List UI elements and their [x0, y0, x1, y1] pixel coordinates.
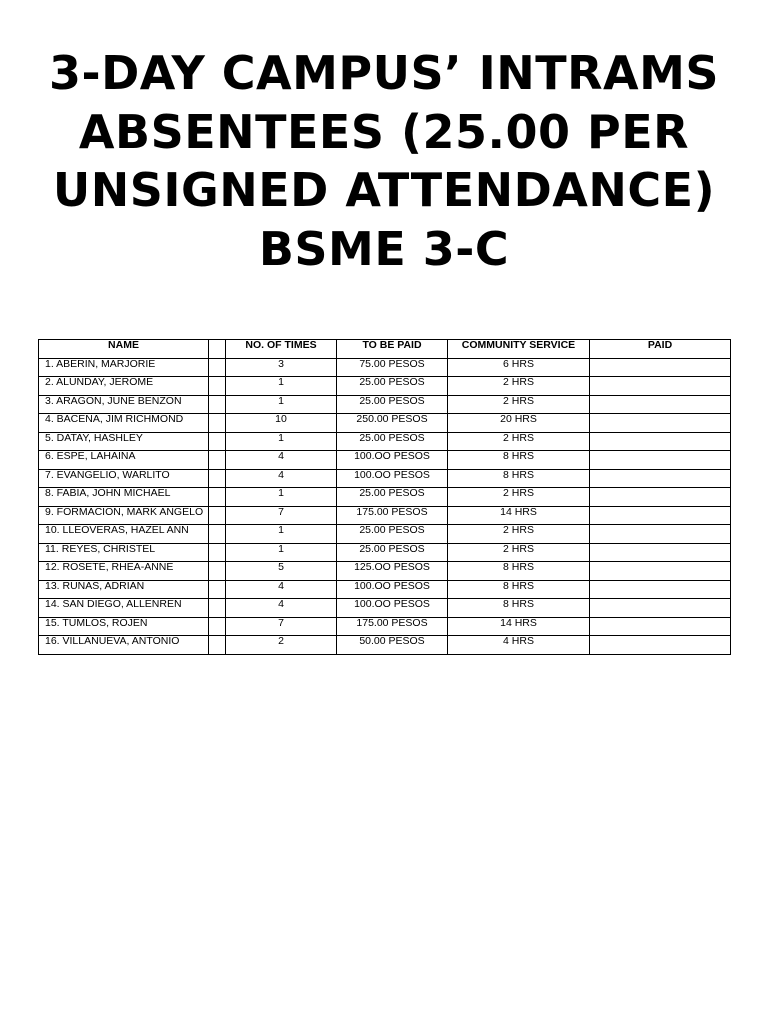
paid-cell [590, 488, 731, 507]
student-name: 8. FABIA, JOHN MICHAEL [39, 488, 209, 507]
community-service-cell: 8 HRS [448, 599, 590, 618]
to-be-paid-cell: 175.00 PESOS [337, 506, 448, 525]
paid-cell [590, 617, 731, 636]
to-be-paid-cell: 25.00 PESOS [337, 377, 448, 396]
student-name: 16. VILLANUEVA, ANTONIO [39, 636, 209, 655]
times-cell: 1 [226, 395, 337, 414]
paid-cell [590, 451, 731, 470]
community-service-cell: 8 HRS [448, 451, 590, 470]
student-name: 15. TUMLOS, ROJEN [39, 617, 209, 636]
to-be-paid-cell: 50.00 PESOS [337, 636, 448, 655]
times-cell: 1 [226, 432, 337, 451]
community-service-cell: 8 HRS [448, 562, 590, 581]
community-service-cell: 2 HRS [448, 543, 590, 562]
to-be-paid-cell: 125.OO PESOS [337, 562, 448, 581]
paid-cell [590, 636, 731, 655]
student-name: 11. REYES, CHRISTEL [39, 543, 209, 562]
paid-cell [590, 543, 731, 562]
title-line-2: ABSENTEES (25.00 PER [78, 104, 690, 159]
paid-cell [590, 506, 731, 525]
title-line-3: UNSIGNED ATTENDANCE) [52, 163, 716, 217]
blank-cell [209, 432, 226, 451]
header-paid: PAID [590, 340, 731, 359]
community-service-cell: 2 HRS [448, 432, 590, 451]
to-be-paid-cell: 25.00 PESOS [337, 395, 448, 414]
title-line-1: 3-DAY CAMPUS’ INTRAMS [48, 46, 720, 100]
blank-cell [209, 469, 226, 488]
blank-cell [209, 617, 226, 636]
student-name: 3. ARAGON, JUNE BENZON [39, 395, 209, 414]
table-row [39, 562, 731, 581]
times-cell: 5 [226, 562, 337, 581]
table-row [39, 395, 731, 414]
times-cell: 7 [226, 617, 337, 636]
to-be-paid-cell: 175.00 PESOS [337, 617, 448, 636]
student-name: 12. ROSETE, RHEA-ANNE [39, 562, 209, 581]
table-row [39, 358, 731, 377]
to-be-paid-cell: 250.00 PESOS [337, 414, 448, 433]
student-name: 5. DATAY, HASHLEY [39, 432, 209, 451]
blank-cell [209, 414, 226, 433]
blank-cell [209, 358, 226, 377]
table-row [39, 377, 731, 396]
student-name: 14. SAN DIEGO, ALLENREN [39, 599, 209, 618]
community-service-cell: 6 HRS [448, 358, 590, 377]
blank-cell [209, 451, 226, 470]
to-be-paid-cell: 25.00 PESOS [337, 488, 448, 507]
table-row [39, 543, 731, 562]
paid-cell [590, 414, 731, 433]
header-to-be-paid: TO BE PAID [337, 340, 448, 359]
student-name: 2. ALUNDAY, JEROME [39, 377, 209, 396]
times-cell: 7 [226, 506, 337, 525]
to-be-paid-cell: 100.OO PESOS [337, 451, 448, 470]
table-row [39, 488, 731, 507]
table-row [39, 414, 731, 433]
blank-cell [209, 599, 226, 618]
community-service-cell: 8 HRS [448, 580, 590, 599]
times-cell: 10 [226, 414, 337, 433]
community-service-cell: 20 HRS [448, 414, 590, 433]
paid-cell [590, 358, 731, 377]
student-name: 4. BACENA, JIM RICHMOND [39, 414, 209, 433]
table-row [39, 617, 731, 636]
table-row [39, 580, 731, 599]
table-row [39, 432, 731, 451]
table-row [39, 636, 731, 655]
header-row [39, 340, 731, 359]
blank-cell [209, 543, 226, 562]
header-times: NO. OF TIMES [226, 340, 337, 359]
blank-cell [209, 525, 226, 544]
to-be-paid-cell: 100.OO PESOS [337, 599, 448, 618]
times-cell: 4 [226, 469, 337, 488]
community-service-cell: 8 HRS [448, 469, 590, 488]
table-row [39, 469, 731, 488]
blank-cell [209, 506, 226, 525]
community-service-cell: 2 HRS [448, 395, 590, 414]
paid-cell [590, 525, 731, 544]
blank-cell [209, 488, 226, 507]
table-row [39, 599, 731, 618]
times-cell: 1 [226, 525, 337, 544]
community-service-cell: 2 HRS [448, 525, 590, 544]
paid-cell [590, 580, 731, 599]
paid-cell [590, 599, 731, 618]
times-cell: 3 [226, 358, 337, 377]
header-community-service: COMMUNITY SERVICE [448, 340, 590, 359]
community-service-cell: 4 HRS [448, 636, 590, 655]
student-name: 1. ABERIN, MARJORIE [39, 358, 209, 377]
times-cell: 1 [226, 543, 337, 562]
blank-cell [209, 377, 226, 396]
student-name: 10. LLEOVERAS, HAZEL ANN [39, 525, 209, 544]
community-service-cell: 2 HRS [448, 377, 590, 396]
to-be-paid-cell: 25.00 PESOS [337, 525, 448, 544]
header-blank [209, 340, 226, 359]
paid-cell [590, 469, 731, 488]
community-service-cell: 14 HRS [448, 506, 590, 525]
table-row [39, 451, 731, 470]
blank-cell [209, 562, 226, 581]
student-name: 7. EVANGELIO, WARLITO [39, 469, 209, 488]
times-cell: 4 [226, 580, 337, 599]
times-cell: 4 [226, 599, 337, 618]
title-line-4: BSME 3-C [258, 221, 510, 276]
to-be-paid-cell: 100.OO PESOS [337, 580, 448, 599]
paid-cell [590, 432, 731, 451]
to-be-paid-cell: 25.00 PESOS [337, 432, 448, 451]
table-row [39, 525, 731, 544]
times-cell: 1 [226, 377, 337, 396]
absentees-table [38, 339, 731, 655]
student-name: 13. RUNAS, ADRIAN [39, 580, 209, 599]
table-row [39, 506, 731, 525]
blank-cell [209, 395, 226, 414]
paid-cell [590, 377, 731, 396]
times-cell: 4 [226, 451, 337, 470]
paid-cell [590, 395, 731, 414]
student-name: 6. ESPE, LAHAINA [39, 451, 209, 470]
times-cell: 1 [226, 488, 337, 507]
blank-cell [209, 580, 226, 599]
header-name: NAME [39, 340, 209, 359]
to-be-paid-cell: 25.00 PESOS [337, 543, 448, 562]
community-service-cell: 2 HRS [448, 488, 590, 507]
times-cell: 2 [226, 636, 337, 655]
student-name: 9. FORMACION, MARK ANGELO [39, 506, 209, 525]
to-be-paid-cell: 100.OO PESOS [337, 469, 448, 488]
blank-cell [209, 636, 226, 655]
paid-cell [590, 562, 731, 581]
to-be-paid-cell: 75.00 PESOS [337, 358, 448, 377]
community-service-cell: 14 HRS [448, 617, 590, 636]
document-title [0, 44, 768, 278]
